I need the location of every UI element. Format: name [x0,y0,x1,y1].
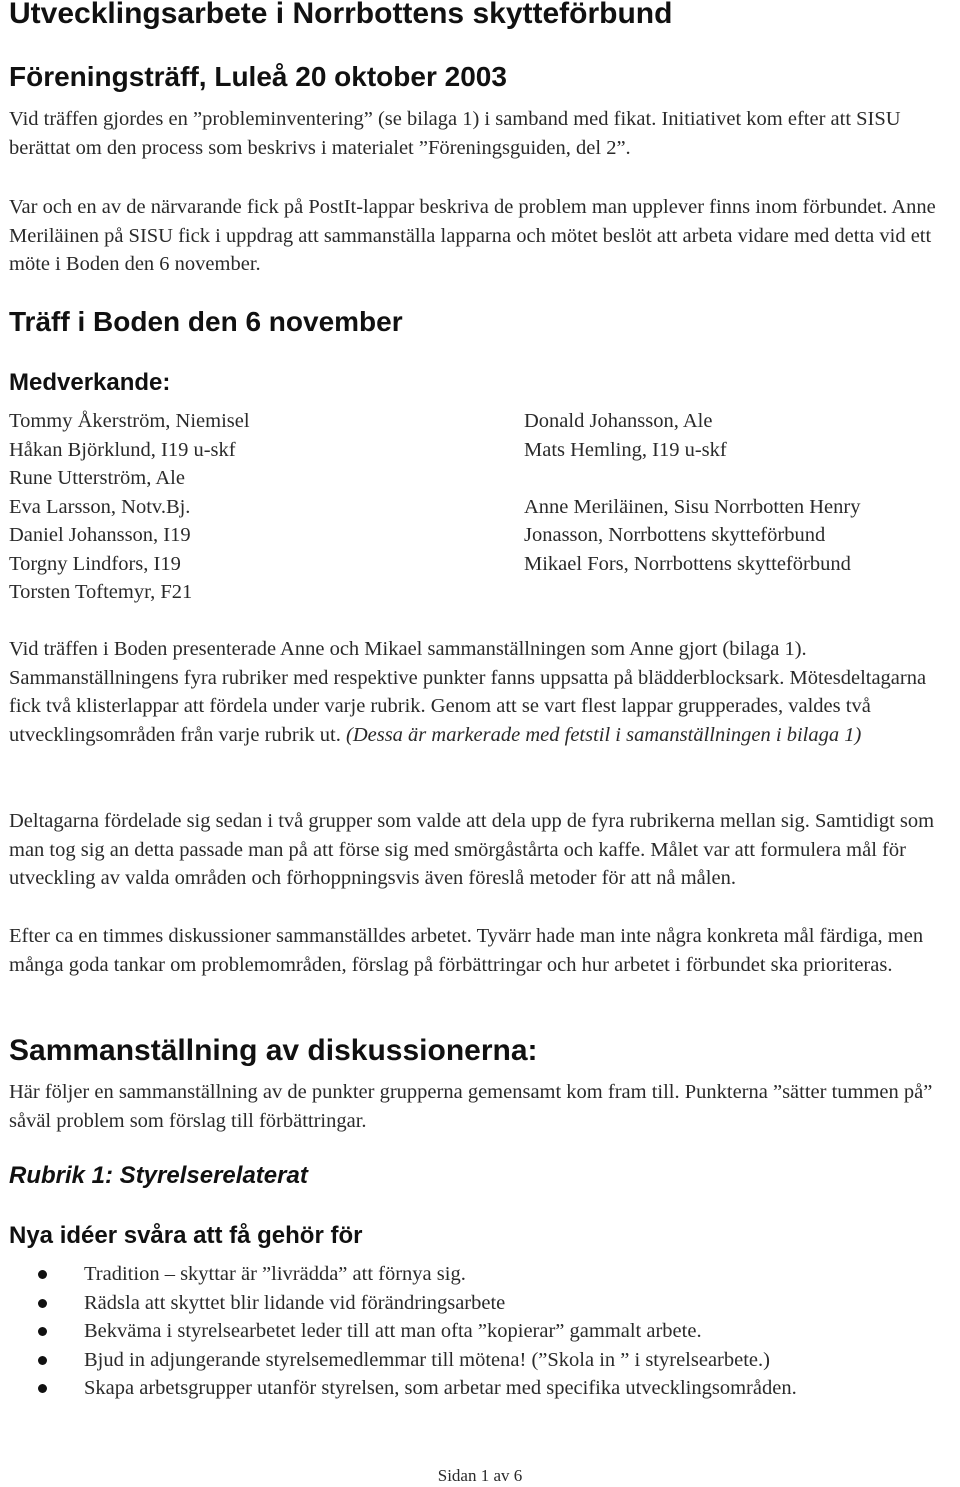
bullet-icon [38,1270,47,1279]
list-item: Skapa arbetsgrupper utanför styrelsen, som arbetar med specifika utvecklingsområden. [9,1374,954,1403]
paragraph-summary: Efter ca en timmes diskussioner sammanställdes arbetet. Tyvärr hade man inte några konkreta mål färdiga, men många goda tankar om problemområden, förslag på förbättringar och hur arbetet i förbundet ska prioriteras. [9,925,924,976]
rubrik-heading: Rubrik 1: Styrelserelaterat [9,1162,308,1189]
list-item: Tradition – skyttar är ”livrädda” att förnya sig. [9,1260,954,1289]
italic-note: (Dessa är markerade med fetstil i samanställningen i bilaga 1) [346,723,862,746]
participant: Rune Utterström, Ale [9,467,185,489]
list-item: Bjud in adjungerande styrelsemedlemmar till mötena! (”Skola in ” i styrelsearbete.) [9,1346,954,1375]
paragraph-intro: Vid träffen gjordes en ”probleminventering” (se bilaga 1) i samband med fikat. Initiativet kom efter att SISU berättat om den process som beskrivs i materialet ”Föreningsguiden, del 2”. [9,108,901,159]
participants-right-column [524,407,860,578]
subheading-nya-ideer: Nya idéer svåra att få gehör för [9,1222,363,1249]
document-title: Utvecklingsarbete i Norrbottens skytteförbund [9,0,673,30]
paragraph-postit: Var och en av de närvarande fick på PostIt-lappar beskriva de problem man upplever finns inom förbundet. Anne Meriläinen på SISU fick i uppdrag att sammanställa lapparna och mötet beslöt att arbeta vidare med detta vid ett möte i Boden den 6 november. [9,196,936,276]
participant: Tommy Åkerström, Niemisel [9,410,250,432]
bullet-icon [38,1356,47,1365]
bullet-icon [38,1384,47,1393]
participant: Torsten Toftemyr, F21 [9,581,193,603]
participant: Mats Hemling, I19 u-skf [524,438,727,461]
participant: Jonasson, Norrbottens skytteförbund [524,524,826,546]
paragraph-presentation: Vid träffen i Boden presenterade Anne och Mikael sammanställningen som Anne gjort (bilaga 1). Sammanställningens fyra rubriker med respektive punkter fanns uppsatta på blädderblocksark. Mötesdeltagarna fick två klisterlappar att fördela under varje rubrik. Genom att se vart flest lappar grupperades, valdes två utvecklingsområden från varje rubrik ut. (Dessa är markerade med fetstil i samanställningen i bilaga 1) [9,638,927,746]
bullet-icon [38,1327,47,1336]
participant: Donald Johansson, Ale [524,410,713,432]
participant: Mikael Fors, Norrbottens skytteförbund [524,552,851,575]
bullet-list [9,1260,954,1403]
section-heading-boden: Träff i Boden den 6 november [9,306,403,337]
participants-heading: Medverkande: [9,369,171,396]
list-item: Bekväma i styrelsearbetet leder till att man ofta ”kopierar” gammalt arbete. [9,1317,954,1346]
list-item: Rädsla att skyttet blir lidande vid förändringsarbete [9,1289,954,1318]
page-number: Sidan 1 av 6 [437,1466,523,1485]
bullet-icon [38,1299,47,1308]
participant: Anne Meriläinen, Sisu Norrbotten Henry [524,495,861,518]
participant: Håkan Björklund, I19 u-skf [9,438,236,461]
paragraph-overview: Här följer en sammanställning av de punkter grupperna gemensamt kom fram till. Punkterna ”sätter tummen på” såväl problem som förslag till förbättringar. [9,1081,933,1132]
participant: Torgny Lindfors, I19 [9,552,181,575]
participants-left-column [9,407,250,607]
participant: Daniel Johansson, I19 [9,524,191,546]
participant: Eva Larsson, Notv.Bj. [9,495,191,518]
section-heading-sammanstallning: Sammanställning av diskussionerna: [9,1034,538,1067]
paragraph-groups: Deltagarna fördelade sig sedan i två grupper som valde att dela upp de fyra rubrikerna mellan sig. Samtidigt som man tog sig an detta passade man på att förse sig med smörgåstårta och kaffe. Målet var att formulera mål för utveckling av valda områden och förhoppningsvis även föreslå metoder för att nå målen. [9,810,935,890]
section-heading-luleaa: Föreningsträff, Luleå 20 oktober 2003 [9,61,507,92]
